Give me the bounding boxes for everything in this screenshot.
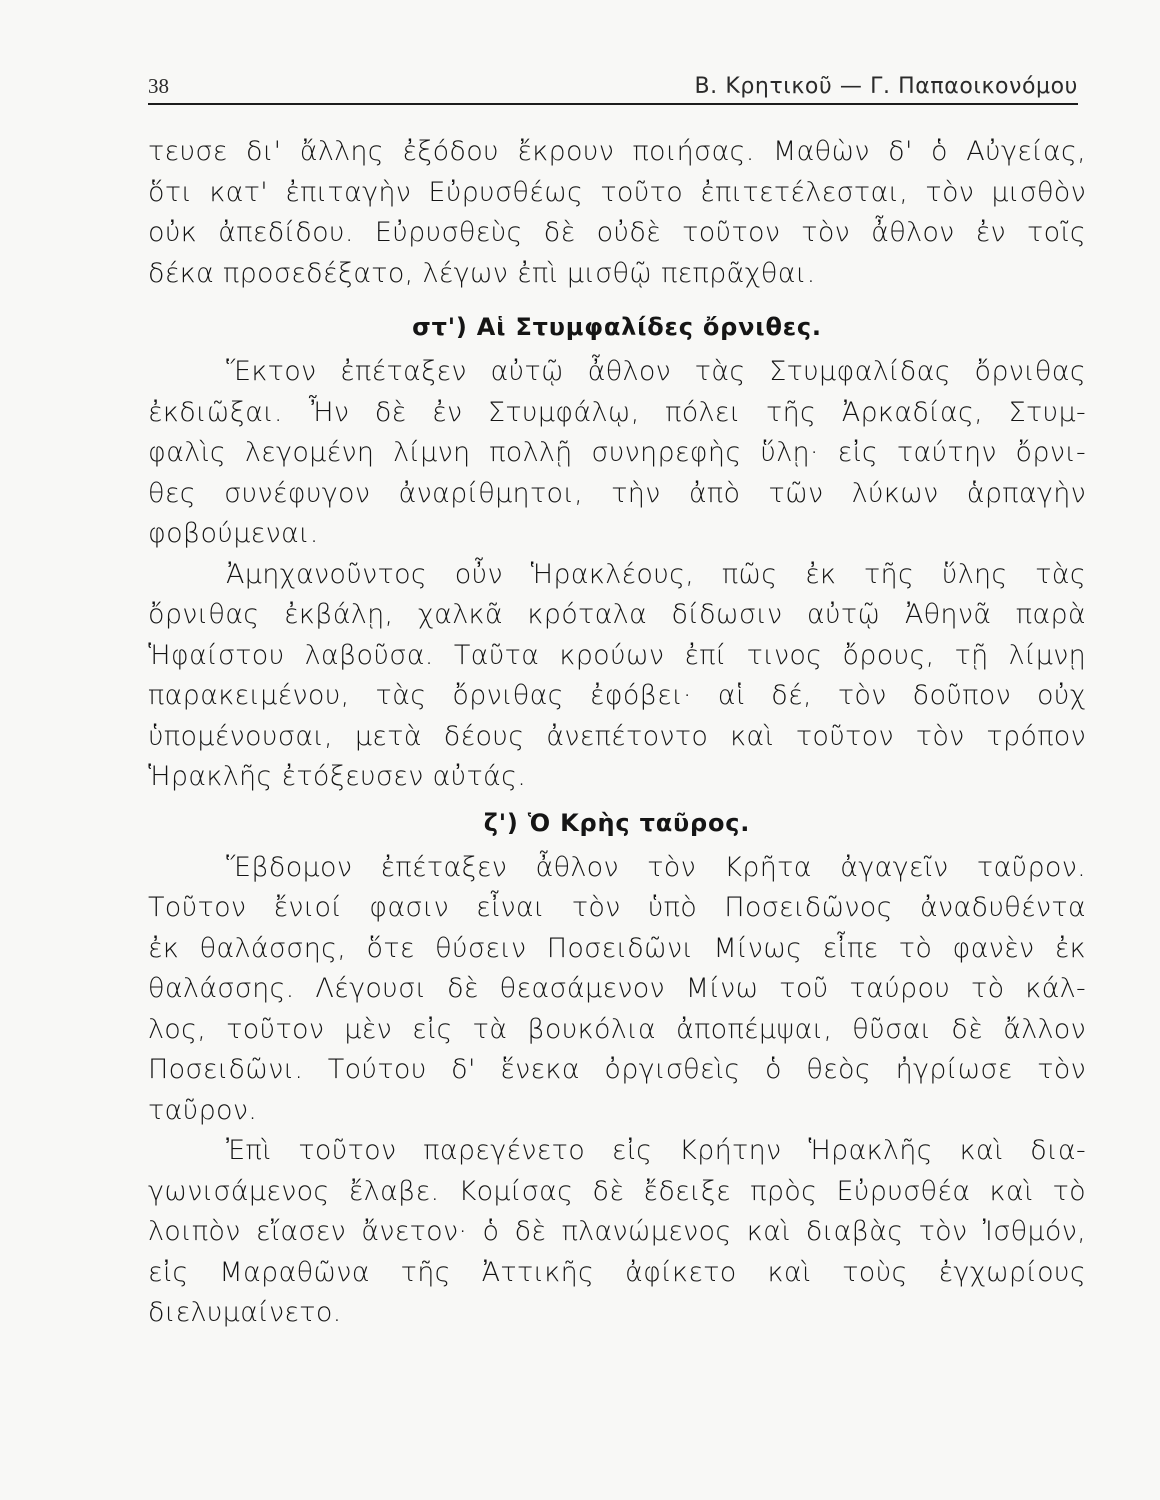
text-line: φαλὶς λεγομένη λίμνη πολλῇ συνηρεφὴς ὕλῃ· εἰς ταύτην ὄρνι- (148, 437, 1086, 468)
text-line: Ἐπὶ τοῦτον παρεγένετο εἰς Κρήτην Ἡρακλῆς καὶ δια- (226, 1135, 1086, 1166)
text-line: Τοῦτον ἔνιοί φασιν εἶναι τὸν ὑπὸ Ποσειδῶνος ἀναδυθέντα (148, 892, 1086, 923)
page-header (148, 70, 1078, 106)
text-line: Ἕκτον ἐπέταξεν αὐτῷ ἆθλον τὰς Στυμφαλίδας ὄρνιθας (226, 356, 1086, 387)
body-text (148, 132, 1086, 1334)
text-line: εἰς Μαραθῶνα τῆς Ἀττικῆς ἀφίκετο καὶ τοὺς ἐγχωρίους (148, 1256, 1086, 1288)
text-line: λος, τοῦτον μὲν εἰς τὰ βουκόλια ἀποπέμψαι, θῦσαι δὲ ἄλλον (148, 1013, 1086, 1045)
text-line: Ποσειδῶνι. Τούτου δ' ἕνεκα ὀργισθεὶς ὁ θεὸς ἠγρίωσε τὸν (148, 1054, 1086, 1085)
paragraph (148, 132, 1086, 294)
text-line: ὅτι κατ' ἐπιταγὴν Εὐρυσθέως τοῦτο ἐπιτετέλεσται, τὸν μισθὸν (148, 176, 1086, 208)
text-line: Ἕβδομον ἐπέταξεν ἆθλον τὸν Κρῆτα ἀγαγεῖν ταῦρον. (226, 851, 1086, 883)
text-line: Ἡρακλῆς ἐτόξευσεν αὐτάς. (148, 761, 527, 792)
paragraph (148, 848, 1086, 1132)
text-line: ἐκ θαλάσσης, ὅτε θύσειν Ποσειδῶνι Μίνως εἶπε τὸ φανὲν ἐκ (148, 932, 1086, 964)
text-line: Ἡφαίστου λαβοῦσα. Ταῦτα κρούων ἐπί τινος ὄρους, τῇ λίμνῃ (148, 639, 1086, 671)
text-line: διελυμαίνετο. (148, 1297, 342, 1328)
running-head: Β. Κρητικοῦ — Γ. Παπαοικονόμου (694, 74, 1078, 99)
text-line: θαλάσσης. Λέγουσι δὲ θεασάμενον Μίνω τοῦ ταύρου τὸ κάλ- (148, 973, 1086, 1004)
paragraph (148, 1131, 1086, 1334)
text-line: ὄρνιθας ἐκβάλῃ, χαλκᾶ κρόταλα δίδωσιν αὐτῷ Ἀθηνᾶ παρὰ (148, 599, 1086, 630)
text-line: γωνισάμενος ἔλαβε. Κομίσας δὲ ἔδειξε πρὸς Εὐρυσθέα καὶ τὸ (148, 1175, 1086, 1207)
text-line: λοιπὸν εἴασεν ἄνετον· ὁ δὲ πλανώμενος καὶ διαβὰς τὸν Ἰσθμόν, (148, 1216, 1086, 1247)
text-line: ταῦρον. (148, 1094, 258, 1126)
text-line: δέκα προσεδέξατο, λέγων ἐπὶ μισθῷ πεπρᾶχθαι. (148, 257, 816, 289)
section-heading: στ') Αἱ Στυμφαλίδες ὄρνιθες. (412, 313, 822, 341)
header-rule (148, 103, 1078, 105)
text-line: θες συνέφυγον ἀναρίθμητοι, τὴν ἀπὸ τῶν λύκων ἁρπαγὴν (148, 477, 1086, 509)
text-line: Ἀμηχανοῦντος οὖν Ἡρακλέους, πῶς ἐκ τῆς ὕλης τὰς (226, 558, 1086, 590)
text-line: οὐκ ἀπεδίδου. Εὐρυσθεὺς δὲ οὐδὲ τοῦτον τὸν ἆθλον ἐν τοῖς (148, 217, 1086, 248)
text-line: τευσε δι' ἄλλης ἐξόδου ἔκρουν ποιήσας. Μαθὼν δ' ὁ Αὐγείας, (148, 136, 1086, 167)
page-number: 38 (148, 74, 169, 98)
text-line: φοβούμεναι. (148, 518, 319, 549)
text-line: ἐκδιῶξαι. Ἦν δὲ ἐν Στυμφάλῳ, πόλει τῆς Ἀρκαδίας, Στυμ- (148, 396, 1086, 428)
text-line: παρακειμένου, τὰς ὄρνιθας ἐφόβει· αἱ δέ, τὸν δοῦπον οὐχ (148, 680, 1086, 711)
section-heading: ζ') Ὁ Κρὴς ταῦρος. (483, 808, 751, 837)
paragraph (148, 352, 1086, 555)
text-line: ὑπομένουσαι, μετὰ δέους ἀνεπέτοντο καὶ τοῦτον τὸν τρόπον (148, 720, 1086, 752)
paragraph (148, 555, 1086, 798)
